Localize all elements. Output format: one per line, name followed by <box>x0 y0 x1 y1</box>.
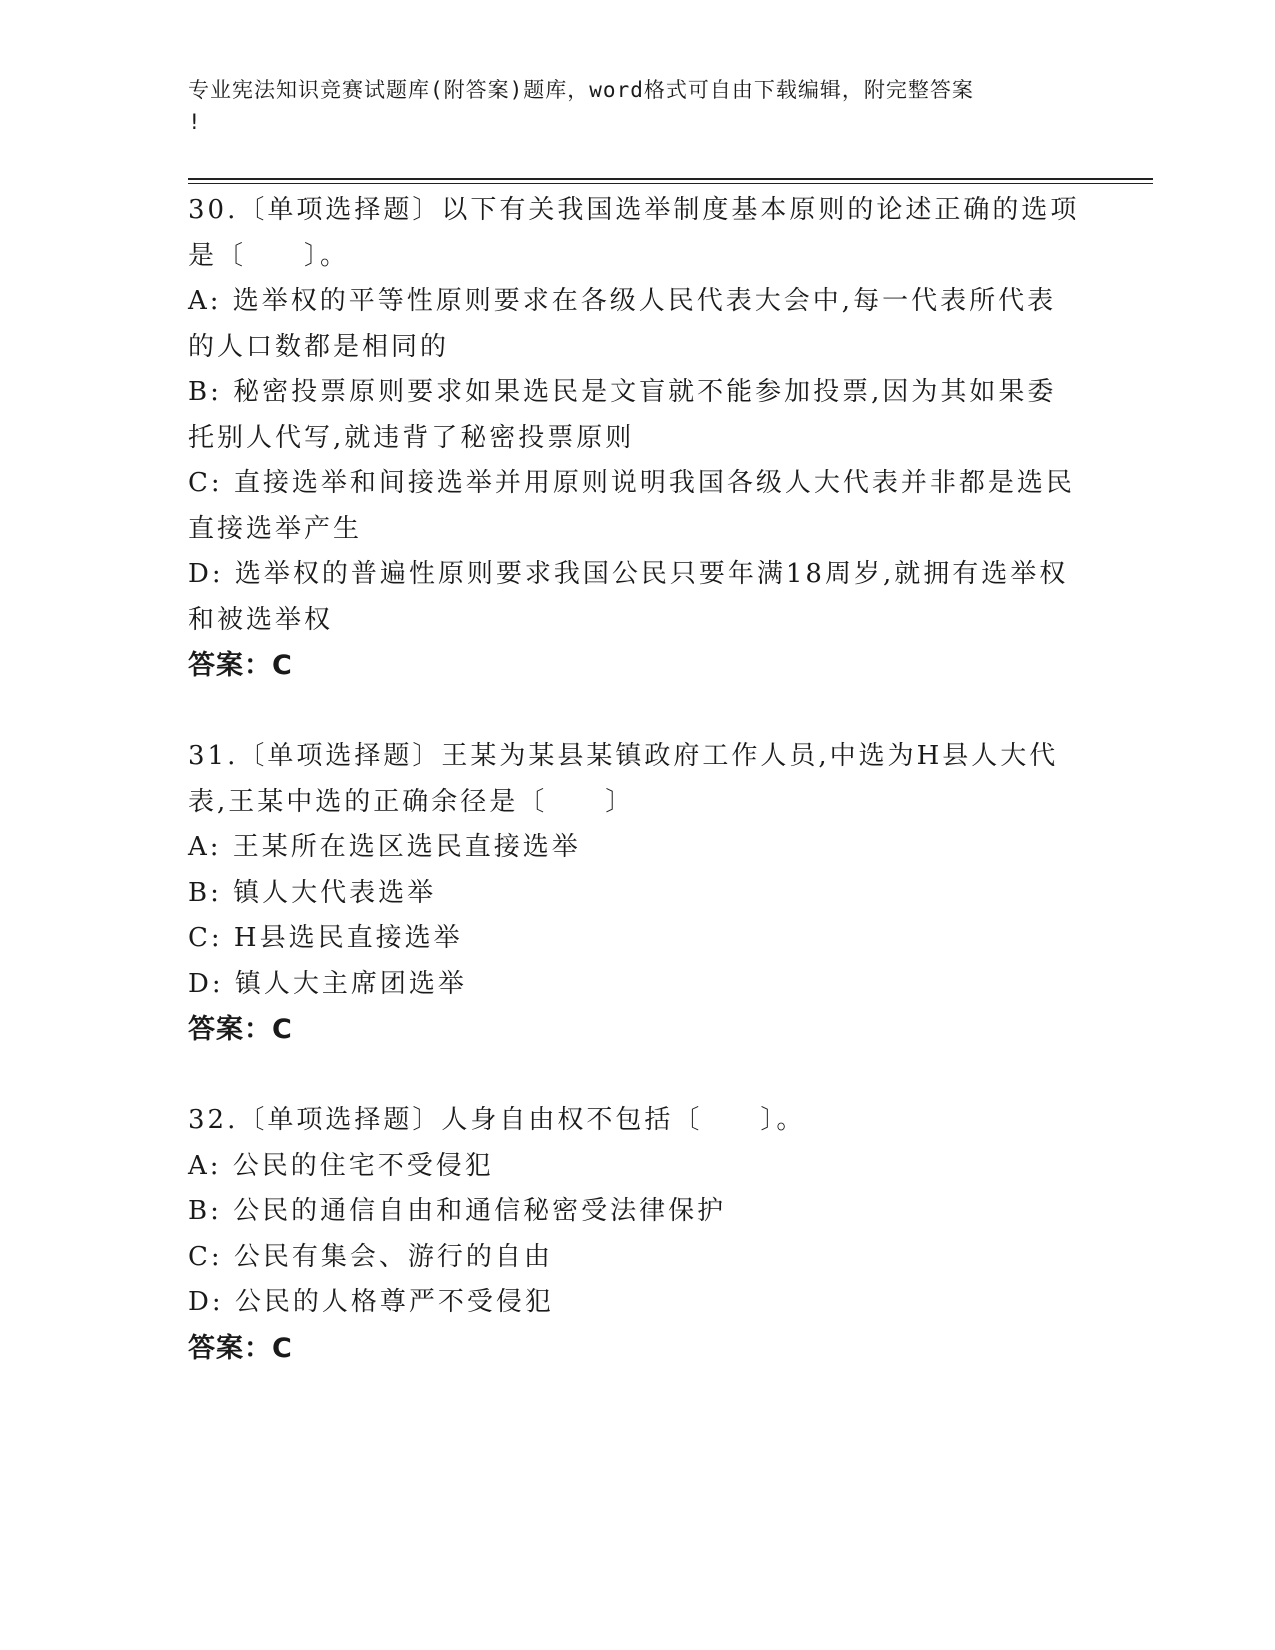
option-b-line: 托别人代写,就违背了秘密投票原则 <box>188 422 635 453</box>
header-divider-thick <box>188 178 1153 180</box>
question-list <box>188 188 1088 1371</box>
option-d-line: D: 选举权的普遍性原则要求我国公民只要年满18周岁,就拥有选举权 <box>188 559 1069 589</box>
option-c-line: C: 公民有集会、游行的自由 <box>188 1241 553 1272</box>
question-stem-line: 表,王某中选的正确余径是〔 〕 <box>188 786 635 817</box>
option-c-line: C: 直接选举和间接选举并用原则说明我国各级人大代表并非都是选民 <box>188 468 1075 498</box>
header-text: 专业宪法知识竞赛试题库(附答案)题库，word格式可自由下载编辑，附完整答案 <box>188 78 974 102</box>
answer-label: 答案：C <box>188 1332 293 1364</box>
option-a-line: A: 选举权的平等性原则要求在各级人民代表大会中,每一代表所代表 <box>188 286 1057 316</box>
question-stem-line: 30.〔单项选择题〕以下有关我国选举制度基本原则的论述正确的选项 <box>188 195 1080 225</box>
question-stem-line: 32.〔单项选择题〕人身自由权不包括〔 〕。 <box>188 1105 806 1135</box>
option-d-line: D: 镇人大主席团选举 <box>188 968 467 999</box>
header-divider-thin <box>188 183 1153 184</box>
document-header <box>188 74 1068 138</box>
option-c-line: C: H县选民直接选举 <box>188 923 463 953</box>
answer-label: 答案：C <box>188 650 293 681</box>
header-text-continued: ! <box>188 110 202 134</box>
answer-label: 答案：C <box>188 1014 293 1045</box>
option-a-line: A: 王某所在选区选民直接选举 <box>188 832 581 862</box>
question-stem-line: 是〔 〕。 <box>188 240 350 271</box>
option-b-line: B: 秘密投票原则要求如果选民是文盲就不能参加投票,因为其如果委 <box>188 377 1057 407</box>
option-b-line: B: 公民的通信自由和通信秘密受法律保护 <box>188 1196 727 1226</box>
question-block <box>188 734 1088 1053</box>
option-d-line: D: 公民的人格尊严不受侵犯 <box>188 1287 554 1317</box>
spacer <box>188 1053 1088 1099</box>
option-a-line: A: 公民的住宅不受侵犯 <box>188 1150 494 1181</box>
question-block <box>188 1098 1088 1371</box>
option-a-line: 的人口数都是相同的 <box>188 331 450 362</box>
option-c-line: 直接选举产生 <box>188 513 363 544</box>
option-b-line: B: 镇人大代表选举 <box>188 877 437 908</box>
spacer <box>188 689 1088 735</box>
option-d-line: 和被选举权 <box>188 604 334 635</box>
question-stem-line: 31.〔单项选择题〕王某为某县某镇政府工作人员,中选为H县人大代 <box>188 741 1059 771</box>
question-block <box>188 188 1088 689</box>
